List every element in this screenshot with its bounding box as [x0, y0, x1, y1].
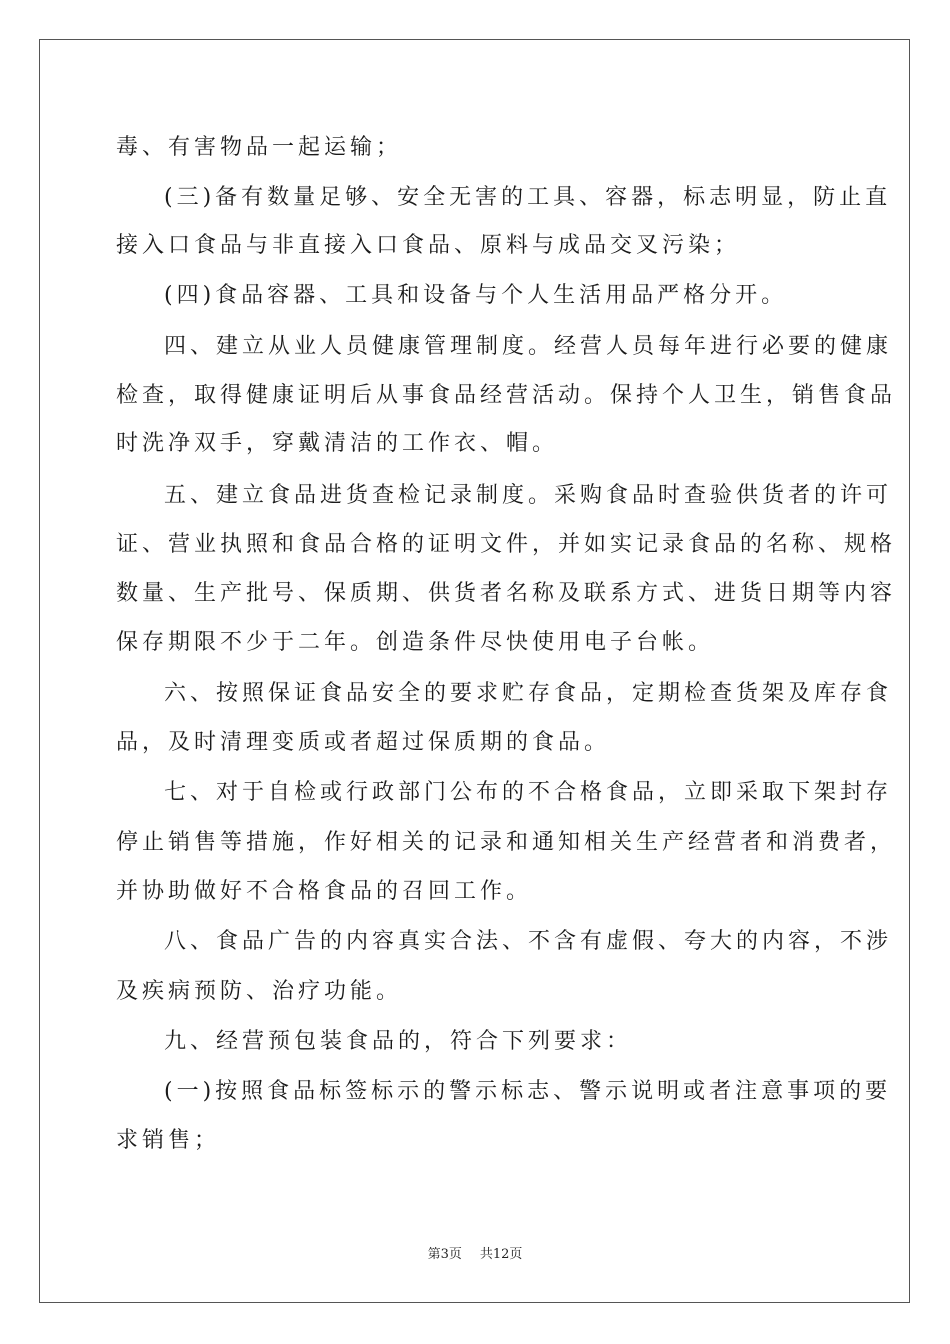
text-line: 数量、生产批号、保质期、供货者名称及联系方式、进货日期等内容	[116, 581, 897, 606]
text-line: 四、建立从业人员健康管理制度。经营人员每年进行必要的健康	[164, 334, 893, 359]
text-line: 时洗净双手，穿戴清洁的工作衣、帽。	[116, 431, 559, 456]
text-line: 证、营业执照和食品合格的证明文件，并如实记录食品的名称、规格	[116, 532, 897, 557]
text-line: 检查，取得健康证明后从事食品经营活动。保持个人卫生，销售食品	[116, 383, 897, 408]
text-line: 五、建立食品进货查检记录制度。采购食品时查验供货者的许可	[164, 483, 893, 508]
page-footer	[0, 1246, 950, 1264]
text-line: 九、经营预包装食品的，符合下列要求：	[164, 1029, 633, 1054]
text-line: (三)备有数量足够、安全无害的工具、容器，标志明显，防止直	[164, 185, 892, 210]
text-line: 六、按照保证食品安全的要求贮存食品，定期检查货架及库存食	[164, 681, 893, 706]
page-number: 第3页	[427, 1247, 462, 1262]
text-line: 并协助做好不合格食品的召回工作。	[116, 879, 533, 904]
page-total: 共12页	[479, 1247, 523, 1262]
text-line: 及疾病预防、治疗功能。	[116, 979, 403, 1004]
text-line: (一)按照食品标签标示的警示标志、警示说明或者注意事项的要	[164, 1079, 892, 1104]
text-line: 求销售；	[116, 1128, 221, 1153]
text-line: 八、食品广告的内容真实合法、不含有虚假、夸大的内容，不涉	[164, 929, 893, 954]
text-line: 七、对于自检或行政部门公布的不合格食品，立即采取下架封存	[164, 780, 893, 805]
text-line: 品，及时清理变质或者超过保质期的食品。	[116, 730, 611, 755]
text-line: (四)食品容器、工具和设备与个人生活用品严格分开。	[164, 283, 788, 308]
text-line: 保存期限不少于二年。创造条件尽快使用电子台帐。	[116, 630, 715, 655]
text-line: 停止销售等措施，作好相关的记录和通知相关生产经营者和消费者，	[116, 830, 897, 855]
text-line: 毒、有害物品一起运输；	[116, 135, 403, 160]
text-line: 接入口食品与非直接入口食品、原料与成品交叉污染；	[116, 233, 741, 258]
